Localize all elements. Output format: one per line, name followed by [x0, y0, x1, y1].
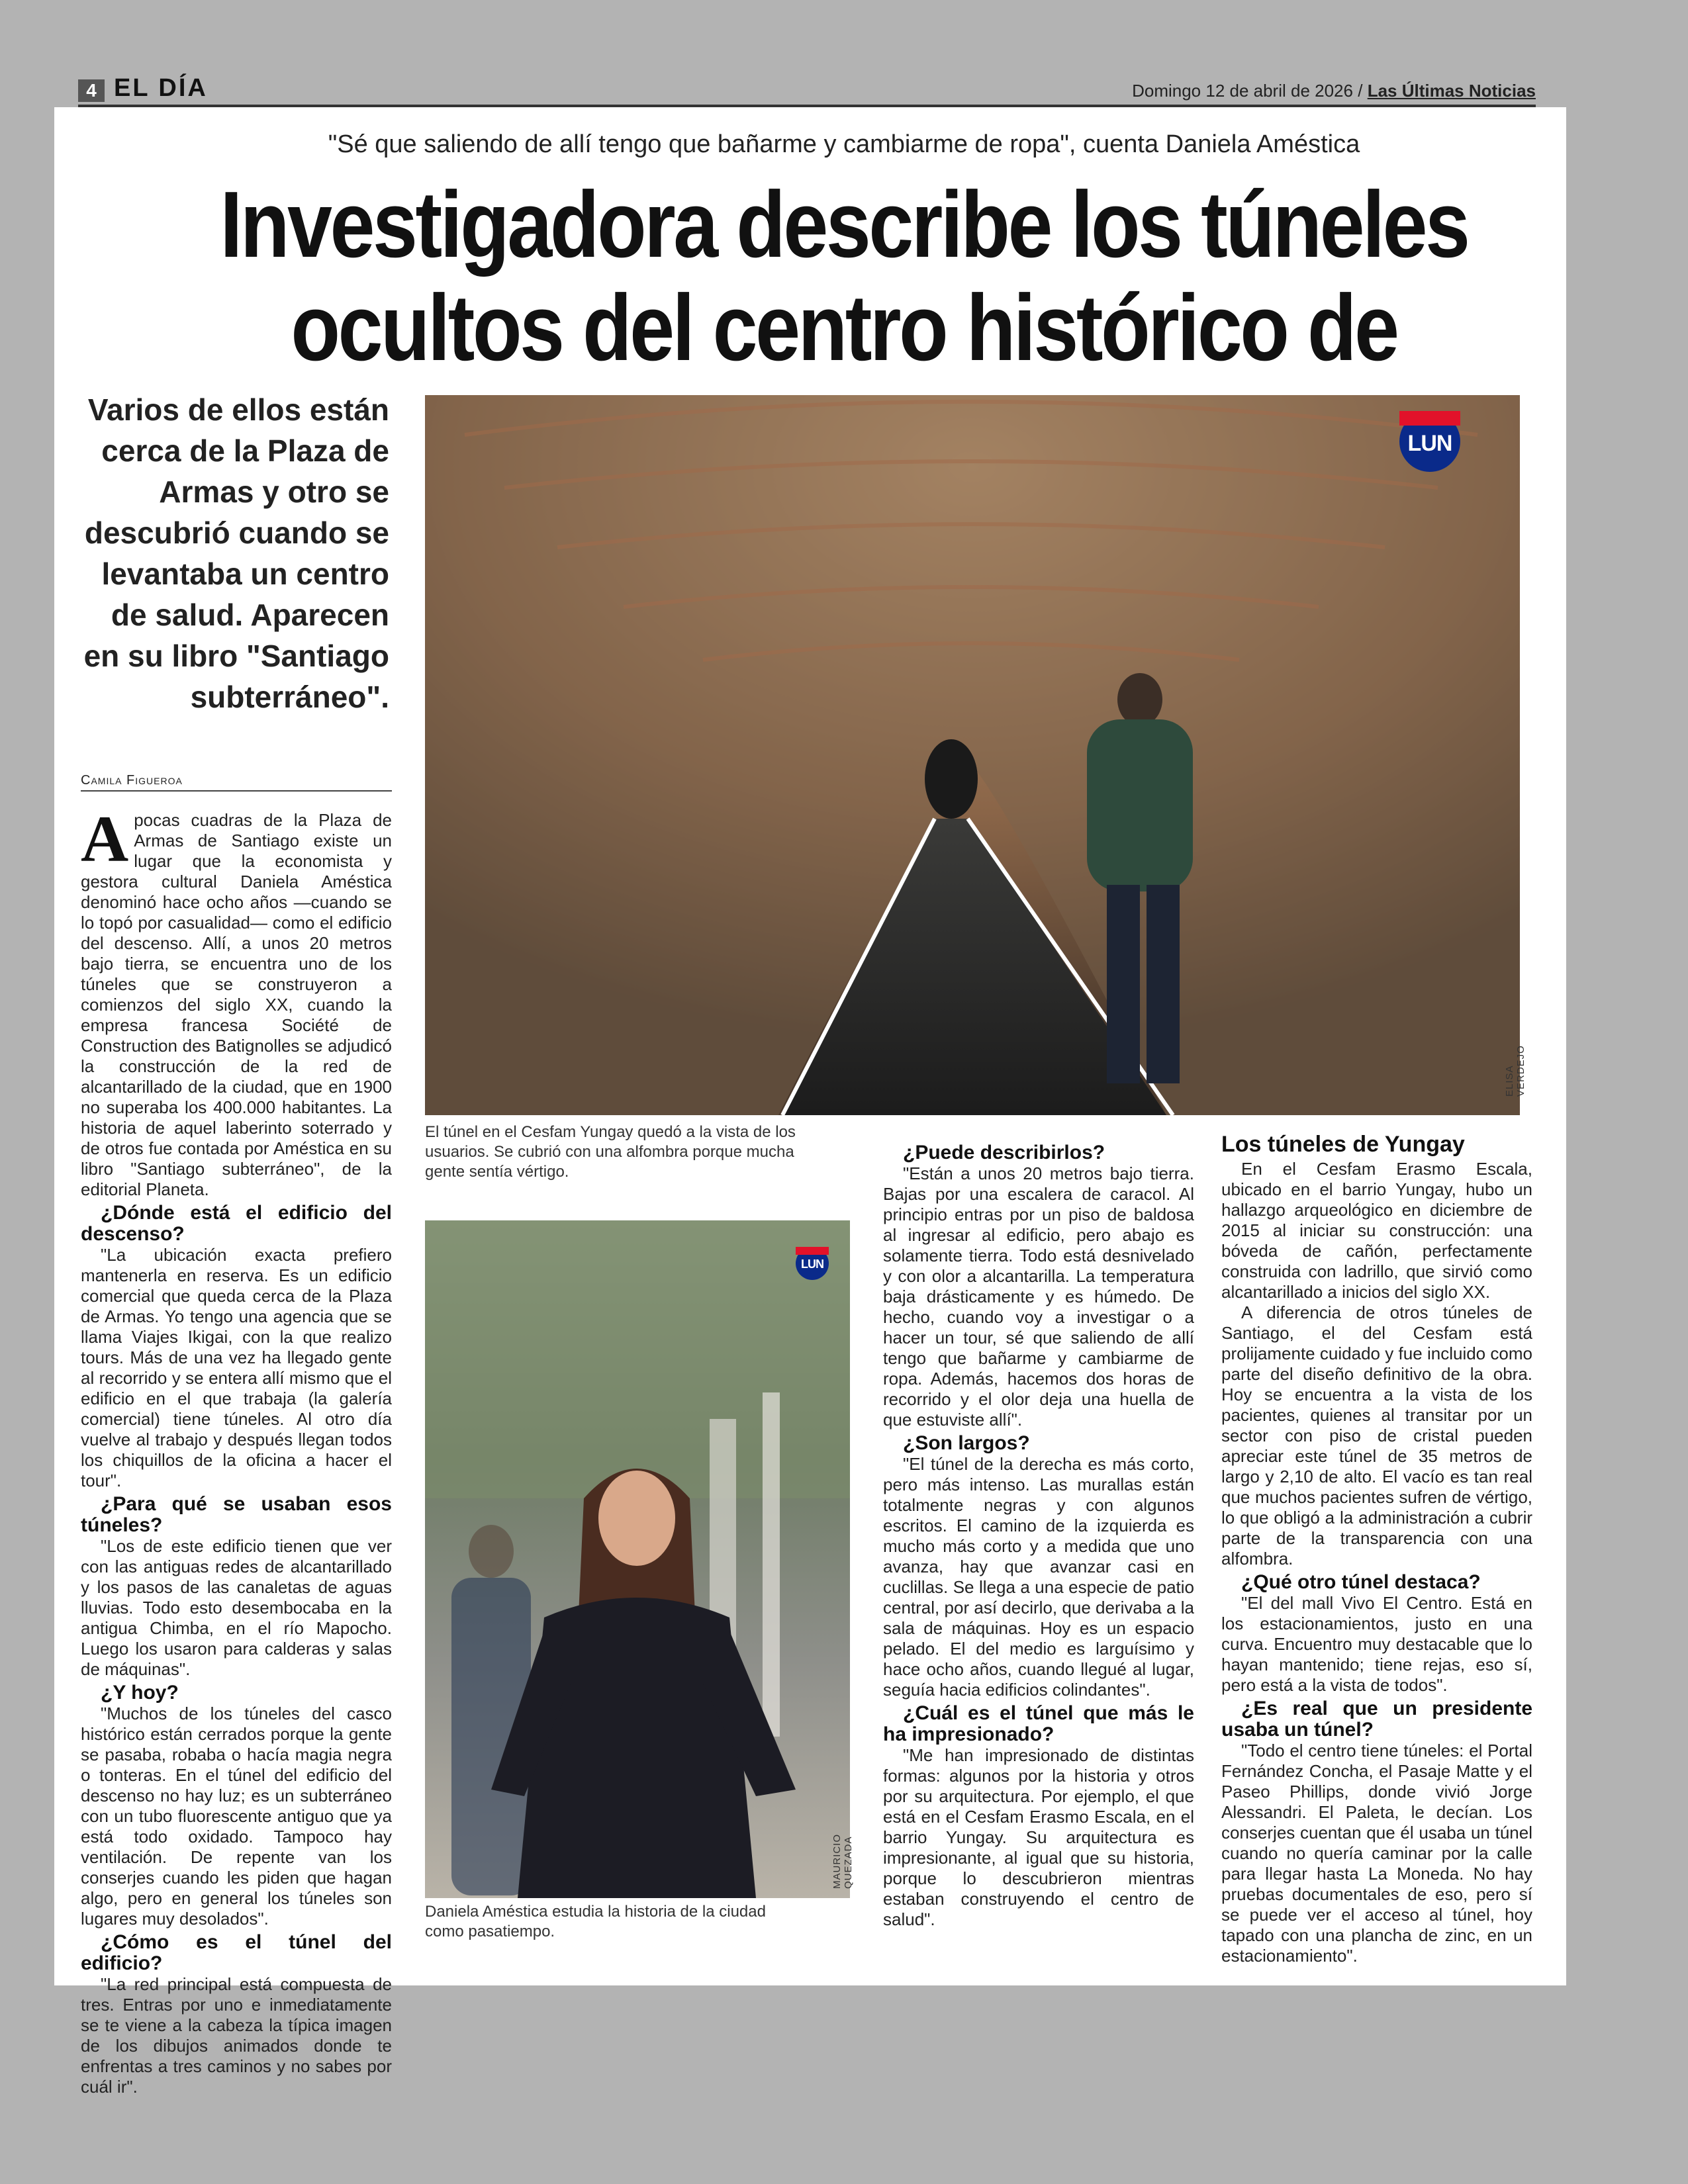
- question-9: ¿Es real que un presidente usaba un túnel?: [1221, 1698, 1532, 1741]
- answer-3: "Muchos de los túneles del casco histórico están cerrados porque la gente se pasaba, robaba o hacía magia negra o tonteras. En el túnel del edificio del descenso no hay luz; es un subterráneo con un tubo fluorescente antiguo que ya está todo oxidado. Tampoco hay ventilación. De repente van los conserjes cuando les piden que hagan algo, pero en general los túneles son lugares muy desolados".: [81, 1704, 392, 1929]
- drop-cap: A: [81, 802, 129, 876]
- yungay-paragraph-1: En el Cesfam Erasmo Escala, ubicado en el barrio Yungay, hubo un hallazgo arqueológico en diciembre de 2015 al iniciar su construcción: una bóveda de cañón, perfectamente construida con ladrillo, que sirvió como alcantarillado a inicios del siglo XX.: [1221, 1159, 1532, 1302]
- answer-4: "La red principal está compuesta de tres. Entras por uno e inmediatamente se te viene a la cabeza la típica imagen de los dibujos animados donde te enfrentas a tres caminos y no sabes por cuál ir".: [81, 1974, 392, 2097]
- question-3: ¿Y hoy?: [101, 1682, 179, 1704]
- kicker: "Sé que saliendo de allí tengo que bañarme y cambiarme de ropa", cuenta Daniela Améstica: [328, 130, 1360, 158]
- tunnel-illustration: [425, 395, 1520, 1115]
- answer-1: "La ubicación exacta prefiero mantenerla en reserva. Es un edificio comercial que queda cerca de la Plaza de Armas. Yo tengo una agencia que se llama Viajes Ikigai, con la que realizo tours. Más de una vez ha llegado gente al recorrido y se entera allí mismo que el edificio en el que trabaja (la galería comercial) tiene túneles. Al otro día vuelve al trabajo y después llegan todos los chiquillos de la oficina a hacer el tour".: [81, 1245, 392, 1490]
- tunnel-photo-credit: ELISA VERDEJO: [1504, 1045, 1526, 1097]
- question-5: ¿Puede describirlos?: [903, 1142, 1105, 1163]
- answer-2: "Los de este edificio tienen que ver con las antiguas redes de alcantarillado y los pasos de las canaletas de aguas lluvias. Todo esto desembocaba en la antigua Chimba, en el río Mapocho. Luego los usaron para calderas y salas de máquinas".: [81, 1536, 392, 1679]
- section-name: EL DÍA: [114, 74, 208, 102]
- column-1: [81, 802, 392, 2097]
- lun-logo: LUN: [1399, 411, 1460, 472]
- dateline: [1132, 81, 1536, 101]
- page-number: 4: [78, 79, 105, 102]
- lun-logo-small: LUN: [796, 1247, 829, 1280]
- question-6: ¿Son largos?: [903, 1432, 1030, 1454]
- portrait-photo: [425, 1220, 854, 1898]
- question-4: ¿Cómo es el túnel del edificio?: [81, 1931, 392, 1974]
- column-4: [1221, 1134, 1532, 1966]
- daniela-amestica-figure: [491, 1469, 796, 1898]
- column-3: [883, 1140, 1194, 1930]
- answer-7: "Me han impresionado de distintas formas: algunos por la historia y otros por su arquitectura. Por ejemplo, el que está en el Cesfam Erasmo Escala, en el barrio Yungay. Su arquitectura es impresionante, al igual que su historia, porque lo descubrieron mientras estaban construyendo el centro de salud".: [883, 1745, 1194, 1929]
- yungay-paragraph-2: A diferencia de otros túneles de Santiago, el del Cesfam está prolijamente cuidado y fue incluido como parte del diseño definitivo de la obra. Hoy se encuentra a la vista de los pacientes, quienes al transitar por un sector con piso de cristal pueden apreciar este túnel de 35 metros de largo y 2,10 de alto. El vacío es tan real que muchos pacientes sufren de vértigo, lo que obligó a la administración a cubrir parte de la transparencia con una alfombra.: [1221, 1302, 1532, 1569]
- tunnel-photo: [425, 395, 1526, 1115]
- question-8: ¿Qué otro túnel destaca?: [1241, 1571, 1481, 1593]
- tunnel-end: [925, 739, 978, 819]
- byline-rule: [81, 790, 392, 792]
- portrait-photo-credit: MAURICIO QUEZADA: [831, 1834, 854, 1889]
- answer-6: "El túnel de la derecha es más corto, pero más intenso. Las murallas están totalmente negras y con algunos escritos. El camino de la izquierda es mucho más corto y a medida que uno avanza, hay que avanzar casi en cuclillas. Se llega a una especie de patio central, por así decirlo, que derivaba a la sala de máquinas. Hoy es un espacio pelado. El del medio es larguísimo y hace ocho años, cuando llegué al lugar, seguía hacia edificios colindantes".: [883, 1454, 1194, 1700]
- headline: Investigadora describe los túneles ocultos del centro histórico de: [220, 172, 1468, 381]
- portrait-caption: Daniela Améstica estudia la historia de la ciudad como pasatiempo.: [425, 1903, 766, 1940]
- question-2: ¿Para qué se usaban esos túneles?: [81, 1493, 392, 1536]
- issue-date: Domingo 12 de abril de 2026: [1132, 81, 1353, 101]
- answer-8: "El del mall Vivo El Centro. Está en los estacionamientos, justo en una curva. Encuentro muy destacable que lo hayan mantenido; tiene rejas, eso sí, pero está a la vista de todos".: [1221, 1593, 1532, 1695]
- date-separator: /: [1358, 81, 1363, 101]
- publication-name: Las Últimas Noticias: [1367, 81, 1536, 101]
- question-7: ¿Cuál es el túnel que más le ha impresionado?: [883, 1702, 1194, 1745]
- byline: Camila Figueroa: [81, 773, 183, 788]
- answer-9: "Todo el centro tiene túneles: el Portal Fernández Concha, el Pasaje Matte y el Paseo Phillips, donde vivió Jorge Alessandri. El Paleta, le decían. Los conserjes cuentan que él usaba un túnel cuando no quería caminar por la calle para llegar hasta La Moneda. No hay pruebas documentales de eso, pero sí se puede ver el acceso al túnel, hoy tapado con una plancha de zinc, en un estacionamiento".: [1221, 1741, 1532, 1966]
- question-1: ¿Dónde está el edificio del descenso?: [81, 1202, 392, 1245]
- intro-paragraph: Apocas cuadras de la Plaza de Armas de Santiago existe un lugar que la economista y gestora cultural Daniela Améstica denominó hace ocho años —cuando se lo topó por casualidad— como el edificio del descenso. Allí, a unos 20 metros bajo tierra, se encuentra uno de los túneles que se construyeron a comienzos del siglo XX, cuando la empresa francesa Société de Construction des Batignolles se adjudicó la construcción de la red de alcantarillado de la ciudad, que en 1900 no superaba los 400.000 habitantes. La historia de aquel laberinto soterrado y de otros fue contada por Améstica en su libro "Santiago subterráneo", de la editorial Planeta.: [81, 802, 392, 1199]
- answer-5: "Están a unos 20 metros bajo tierra. Bajas por una escalera de caracol. Al principio entras por un piso de baldosa al ingresar al edificio, pero abajo es solamente tierra. Todo está desnivelado y con olor a alcantarilla. La temperatura baja drásticamente y es húmedo. De hecho, cuando voy a investigar o a hacer un tour, sé que saliendo de allí tengo que bañarme y cambiarme de ropa. Además, hacemos dos horas de recorrido y el olor deja una huella de que estuviste allí".: [883, 1163, 1194, 1430]
- subheading-yungay: Los túneles de Yungay: [1221, 1132, 1465, 1157]
- deck: Varios de ellos están cerca de la Plaza de Armas y otro se descubrió cuando se levantaba un centro de salud. Aparecen en su libro "Santiago subterráneo".: [83, 392, 389, 714]
- tunnel-caption: El túnel en el Cesfam Yungay quedó a la vista de los usuarios. Se cubrió con una alfombra porque mucha gente sentía vértigo.: [425, 1123, 796, 1181]
- portrait-illustration: [425, 1220, 850, 1898]
